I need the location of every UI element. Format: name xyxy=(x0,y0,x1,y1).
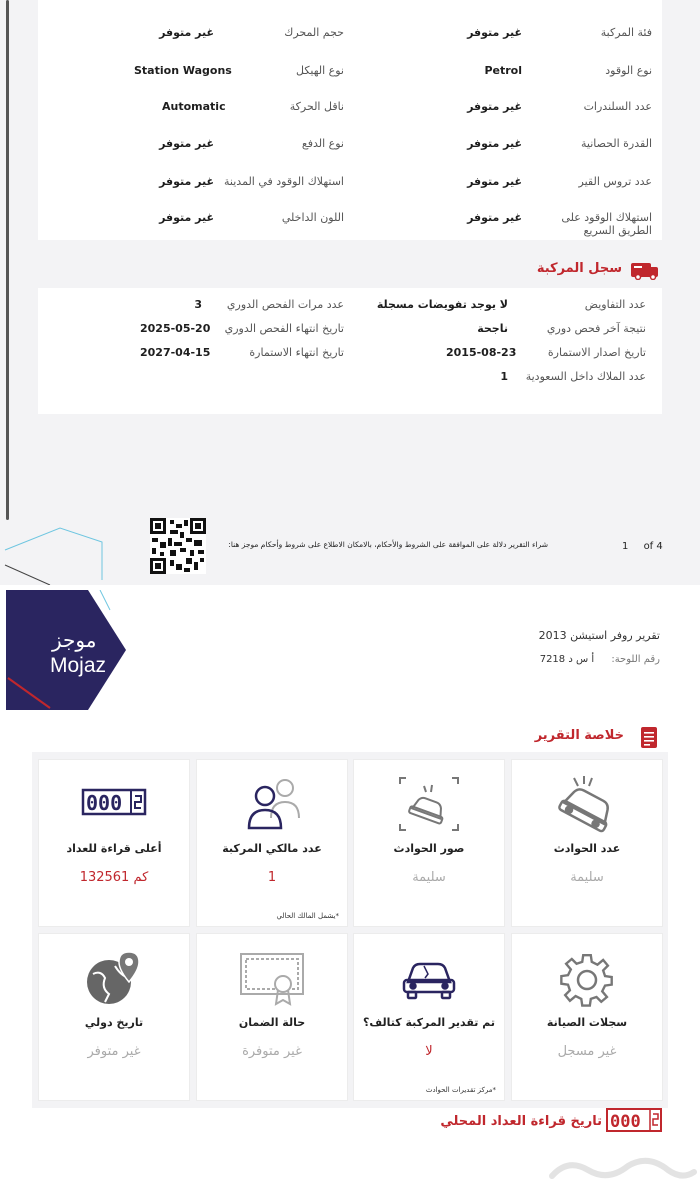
report-summary-title: خلاصة التقرير xyxy=(534,728,624,743)
tile-accident-photos[interactable] xyxy=(354,760,504,926)
history-label: تاريخ انتهاء الفحص الدوري xyxy=(224,322,344,335)
spec-label: نوع الدفع xyxy=(301,137,344,150)
page-total: of 4 xyxy=(643,541,663,552)
tile-value: لا xyxy=(425,1044,433,1059)
tile-warranty-status[interactable] xyxy=(197,934,347,1100)
spec-label: نوع الوقود xyxy=(605,64,652,77)
history-value: ناجحة xyxy=(477,322,508,335)
vehicle-history-icon xyxy=(630,262,660,280)
vehicle-specs-card xyxy=(38,0,662,240)
tile-odometer-max[interactable] xyxy=(39,760,189,926)
damaged-car-icon xyxy=(394,948,464,1008)
history-label: عدد التفاويض xyxy=(584,298,646,311)
spec-label: ناقل الحركة xyxy=(289,100,344,113)
plate-label: رقم اللوحة: xyxy=(611,654,660,665)
odometer-icon xyxy=(79,774,149,834)
spec-value: غير متوفر xyxy=(159,137,214,150)
spec-label: نوع الهيكل xyxy=(295,64,344,77)
spec-value: غير متوفر xyxy=(159,26,214,39)
page-number: 1 xyxy=(622,541,629,552)
tile-maintenance-records[interactable] xyxy=(512,934,662,1100)
history-label: نتيجة آخر فحص دوري xyxy=(546,322,646,335)
tile-title: أعلى قراءة للعداد xyxy=(66,842,162,855)
logo-arabic-text: موجز xyxy=(52,628,97,652)
spec-value: غير متوفر xyxy=(467,100,522,113)
plate-value: أ س د 7218 xyxy=(539,654,595,665)
spec-label: القدرة الحصانية xyxy=(581,137,652,150)
history-label: تاريخ اصدار الاستمارة xyxy=(547,346,646,359)
scrollbar[interactable] xyxy=(6,0,9,520)
history-label: عدد الملاك داخل السعودية xyxy=(525,370,646,383)
tile-note: *يشمل المالك الحالي xyxy=(276,912,339,920)
tile-title: تاريخ دولي xyxy=(84,1016,144,1029)
vehicle-history-title: سجل المركبة xyxy=(536,261,622,276)
decorative-lines xyxy=(0,520,110,590)
spec-value: غير متوفر xyxy=(467,175,522,188)
qr-code-icon xyxy=(150,518,206,574)
warranty-certificate-icon xyxy=(237,948,307,1008)
qr-code[interactable] xyxy=(150,518,206,574)
tile-owners-count[interactable] xyxy=(197,760,347,926)
spec-value: غير متوفر xyxy=(159,175,214,188)
spec-value: Station Wagons xyxy=(134,64,232,77)
history-value: 2027-04-15 xyxy=(140,346,211,359)
history-label: عدد مرات الفحص الدوري xyxy=(226,298,344,311)
logo-latin-text: Mojaz xyxy=(50,654,107,677)
history-value: 1 xyxy=(500,370,508,383)
tile-title: عدد مالكي المركبة xyxy=(222,842,322,855)
tile-value: سليمة xyxy=(412,870,446,885)
odometer-history-icon xyxy=(606,1108,662,1132)
odometer-digits: 000 xyxy=(86,791,123,815)
tile-note: *مركز تقديرات الحوادث xyxy=(425,1086,496,1094)
report-title: تقرير روفر استيشن 2013 xyxy=(538,629,660,642)
spec-value: غير متوفر xyxy=(467,211,522,224)
gear-icon xyxy=(552,948,622,1008)
history-value: 2025-05-20 xyxy=(140,322,211,335)
tile-total-loss[interactable] xyxy=(354,934,504,1100)
history-value: 3 xyxy=(194,298,202,311)
page-indicator xyxy=(622,541,663,552)
odometer-history-title: تاريخ قراءة العداد المحلي xyxy=(440,1114,602,1129)
tile-value: غير متوفرة xyxy=(242,1044,302,1059)
spec-value: Automatic xyxy=(162,100,226,113)
spec-value: غير متوفر xyxy=(159,211,214,224)
tile-value: 1 xyxy=(267,870,277,885)
spec-label: فئة المركبة xyxy=(600,26,652,39)
spec-value: غير متوفر xyxy=(467,26,522,39)
tile-value: غير مسجل xyxy=(557,1044,617,1059)
spec-label: عدد السلندرات xyxy=(583,100,652,113)
tile-accidents-count[interactable] xyxy=(512,760,662,926)
history-value: لا يوجد تفويضات مسجلة xyxy=(376,298,508,311)
spec-label: استهلاك الوقود على الطريق السريع xyxy=(561,211,652,237)
crashed-car-icon xyxy=(552,774,622,834)
tile-title: سجلات الصيانة xyxy=(546,1016,628,1029)
tile-title: حالة الضمان xyxy=(238,1016,306,1029)
history-label: تاريخ انتهاء الاستمارة xyxy=(249,346,344,359)
tile-value: سليمة xyxy=(570,870,604,885)
terms-notice: شراء التقرير دلالة على الموافقة على الشروط والأحكام، بالامكان الاطلاع على شروط وأحكام موجز هنا: xyxy=(228,540,548,549)
accident-photo-icon xyxy=(394,774,464,834)
history-value: 2015-08-23 xyxy=(446,346,517,359)
tile-value: 132561 كم xyxy=(79,870,149,885)
owners-icon xyxy=(237,774,307,834)
spec-value: Petrol xyxy=(484,64,522,77)
tile-international-history[interactable] xyxy=(39,934,189,1100)
watermark-logo xyxy=(548,1152,698,1188)
tile-title: عدد الحوادث xyxy=(553,842,621,855)
report-summary-icon xyxy=(638,726,660,750)
vehicle-history-card xyxy=(38,288,662,414)
spec-value: غير متوفر xyxy=(467,137,522,150)
globe-pin-icon xyxy=(79,948,149,1008)
odometer-history-digits: 000 xyxy=(610,1112,641,1132)
tile-title: تم تقدير المركبة كتالف؟ xyxy=(363,1016,495,1029)
spec-label: اللون الداخلي xyxy=(281,211,344,224)
spec-label: استهلاك الوقود في المدينة xyxy=(224,175,344,188)
tile-title: صور الحوادث xyxy=(393,842,465,855)
tile-value: غير متوفر xyxy=(87,1044,141,1059)
spec-label: عدد تروس القير xyxy=(578,175,652,188)
plate-row xyxy=(540,654,660,665)
spec-label: حجم المحرك xyxy=(284,26,344,39)
